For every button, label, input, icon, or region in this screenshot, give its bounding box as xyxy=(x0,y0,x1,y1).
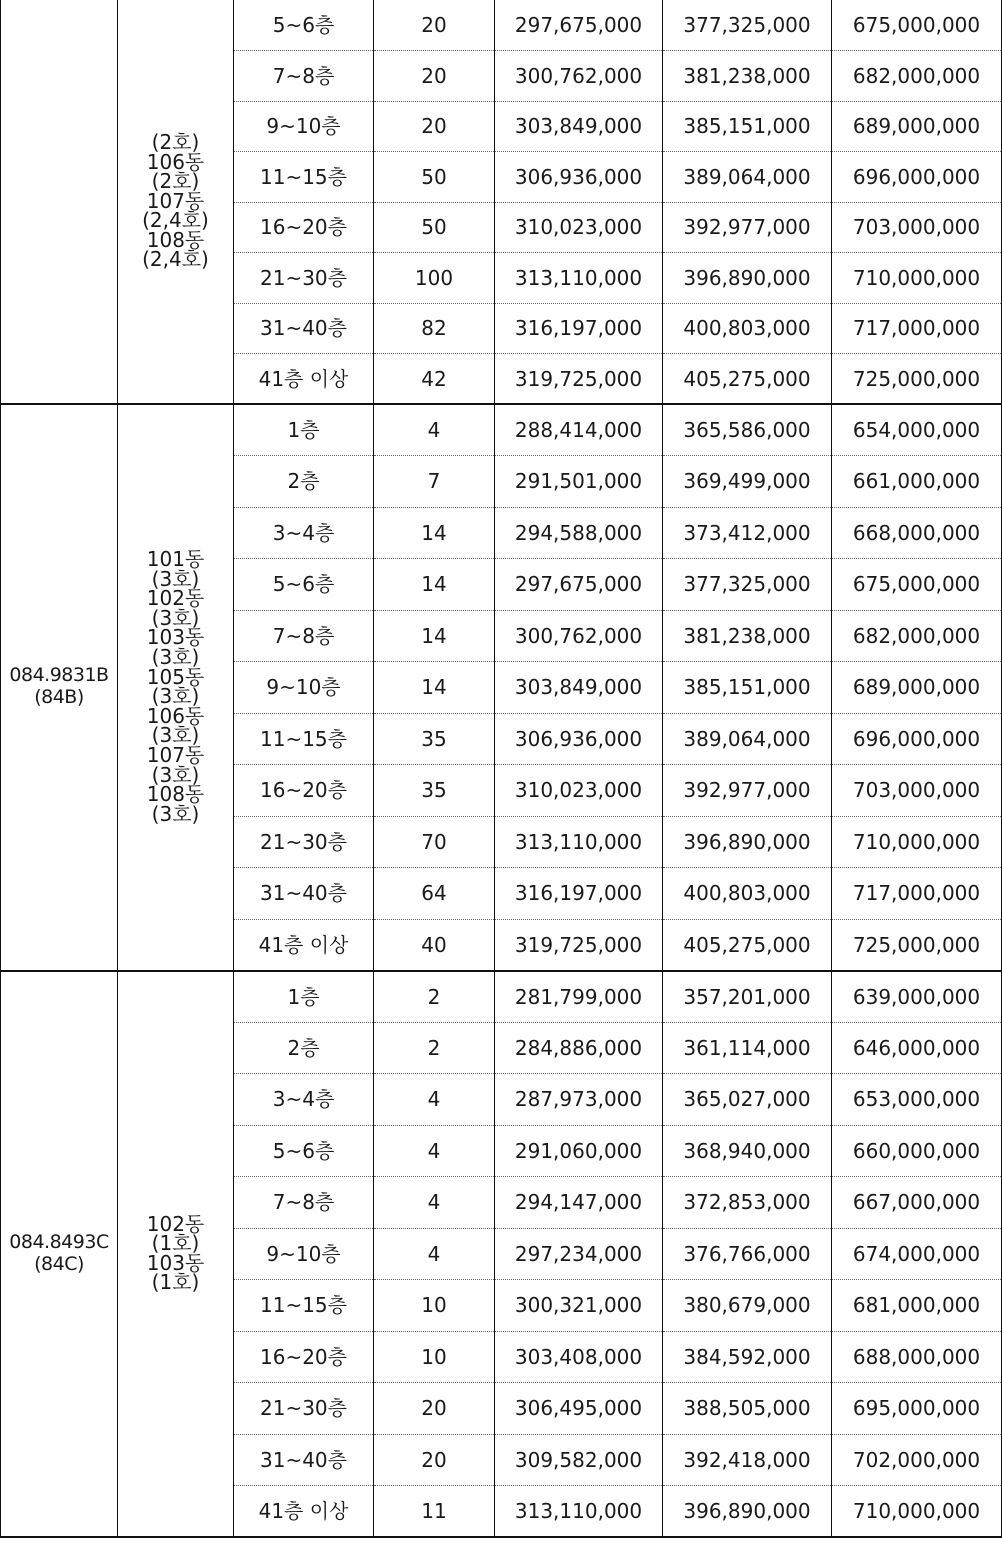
unit-count-cell: 10 xyxy=(374,1280,495,1332)
land-price-cell: 319,725,000 xyxy=(495,919,663,971)
floor-cell: 5~6층 xyxy=(234,0,374,51)
total-price-cell: 661,000,000 xyxy=(832,456,1002,508)
total-price-cell: 675,000,000 xyxy=(832,559,1002,611)
building-dong-line: 108동 xyxy=(146,782,205,807)
total-price-cell: 654,000,000 xyxy=(832,404,1002,456)
unit-type-line: (84C) xyxy=(34,1252,84,1275)
floor-cell: 3~4층 xyxy=(234,1074,374,1126)
total-price-cell: 710,000,000 xyxy=(832,1486,1002,1538)
floor-cell: 7~8층 xyxy=(234,610,374,662)
floor-cell: 41층 이상 xyxy=(234,354,374,405)
building-dong-line: (1호) xyxy=(151,1270,200,1295)
floor-cell: 11~15층 xyxy=(234,152,374,203)
unit-count-cell: 14 xyxy=(374,610,495,662)
floor-cell: 2층 xyxy=(234,1022,374,1074)
total-price-cell: 695,000,000 xyxy=(832,1383,1002,1435)
floor-cell: 7~8층 xyxy=(234,51,374,102)
building-price-cell: 376,766,000 xyxy=(663,1228,832,1280)
total-price-cell: 689,000,000 xyxy=(832,662,1002,714)
building-dong-line: (3호) xyxy=(151,645,200,670)
floor-cell: 31~40층 xyxy=(234,868,374,920)
building-dong-line: 105동 xyxy=(146,664,205,689)
land-price-cell: 313,110,000 xyxy=(495,253,663,304)
land-price-cell: 306,936,000 xyxy=(495,152,663,203)
floor-cell: 16~20층 xyxy=(234,1331,374,1383)
floor-cell: 21~30층 xyxy=(234,253,374,304)
unit-type-cell xyxy=(1,0,118,404)
floor-cell: 11~15층 xyxy=(234,713,374,765)
floor-cell: 1층 xyxy=(234,404,374,456)
building-price-cell: 372,853,000 xyxy=(663,1177,832,1229)
land-price-cell: 294,588,000 xyxy=(495,507,663,559)
unit-count-cell: 40 xyxy=(374,919,495,971)
floor-cell: 9~10층 xyxy=(234,662,374,714)
building-price-cell: 381,238,000 xyxy=(663,610,832,662)
unit-count-cell: 4 xyxy=(374,404,495,456)
unit-count-cell: 20 xyxy=(374,0,495,51)
building-dong-line: (2,4호) xyxy=(142,208,209,233)
building-price-cell: 389,064,000 xyxy=(663,713,832,765)
total-price-cell: 717,000,000 xyxy=(832,868,1002,920)
building-dong-line: 103동 xyxy=(146,625,205,650)
building-price-cell: 392,977,000 xyxy=(663,202,832,253)
land-price-cell: 303,408,000 xyxy=(495,1331,663,1383)
land-price-cell: 300,762,000 xyxy=(495,51,663,102)
building-dong-line: (2,4호) xyxy=(142,247,209,272)
table-row xyxy=(1,404,1002,456)
building-dong-line: (3호) xyxy=(151,762,200,787)
building-price-cell: 388,505,000 xyxy=(663,1383,832,1435)
land-price-cell: 300,321,000 xyxy=(495,1280,663,1332)
building-price-cell: 396,890,000 xyxy=(663,253,832,304)
land-price-cell: 303,849,000 xyxy=(495,662,663,714)
floor-cell: 1층 xyxy=(234,971,374,1023)
unit-count-cell: 2 xyxy=(374,1022,495,1074)
building-dong-line: 106동 xyxy=(146,149,205,174)
total-price-cell: 646,000,000 xyxy=(832,1022,1002,1074)
unit-count-cell: 14 xyxy=(374,662,495,714)
land-price-cell: 319,725,000 xyxy=(495,354,663,405)
floor-cell: 2층 xyxy=(234,456,374,508)
unit-count-cell: 4 xyxy=(374,1228,495,1280)
building-price-cell: 357,201,000 xyxy=(663,971,832,1023)
unit-count-cell: 2 xyxy=(374,971,495,1023)
floor-cell: 41층 이상 xyxy=(234,919,374,971)
building-price-cell: 365,027,000 xyxy=(663,1074,832,1126)
building-price-cell: 384,592,000 xyxy=(663,1331,832,1383)
building-dong-line: (2호) xyxy=(151,129,200,154)
land-price-cell: 297,675,000 xyxy=(495,0,663,51)
building-price-cell: 396,890,000 xyxy=(663,1486,832,1538)
total-price-cell: 639,000,000 xyxy=(832,971,1002,1023)
unit-count-cell: 4 xyxy=(374,1125,495,1177)
unit-count-cell: 70 xyxy=(374,816,495,868)
building-dong-line: (3호) xyxy=(151,684,200,709)
total-price-cell: 688,000,000 xyxy=(832,1331,1002,1383)
unit-count-cell: 20 xyxy=(374,101,495,152)
unit-count-cell: 14 xyxy=(374,559,495,611)
land-price-cell: 310,023,000 xyxy=(495,202,663,253)
building-dong-cell xyxy=(118,404,234,971)
building-dong-line: 107동 xyxy=(146,743,205,768)
building-dong-line: (1호) xyxy=(151,1231,200,1256)
unit-count-cell: 50 xyxy=(374,202,495,253)
building-price-cell: 369,499,000 xyxy=(663,456,832,508)
building-dong-cell xyxy=(118,0,234,404)
total-price-cell: 725,000,000 xyxy=(832,919,1002,971)
total-price-cell: 696,000,000 xyxy=(832,713,1002,765)
unit-count-cell: 11 xyxy=(374,1486,495,1538)
building-dong-line: (3호) xyxy=(151,566,200,591)
building-dong-line: 102동 xyxy=(146,586,205,611)
building-price-cell: 389,064,000 xyxy=(663,152,832,203)
unit-count-cell: 4 xyxy=(374,1177,495,1229)
building-price-cell: 405,275,000 xyxy=(663,919,832,971)
land-price-cell: 316,197,000 xyxy=(495,868,663,920)
unit-count-cell: 14 xyxy=(374,507,495,559)
land-price-cell: 291,501,000 xyxy=(495,456,663,508)
land-price-cell: 297,234,000 xyxy=(495,1228,663,1280)
building-dong-line: (3호) xyxy=(151,723,200,748)
total-price-cell: 681,000,000 xyxy=(832,1280,1002,1332)
total-price-cell: 682,000,000 xyxy=(832,51,1002,102)
unit-count-cell: 64 xyxy=(374,868,495,920)
total-price-cell: 653,000,000 xyxy=(832,1074,1002,1126)
unit-type-cell xyxy=(1,971,118,1538)
land-price-cell: 294,147,000 xyxy=(495,1177,663,1229)
total-price-cell: 710,000,000 xyxy=(832,816,1002,868)
total-price-cell: 710,000,000 xyxy=(832,253,1002,304)
table-row xyxy=(1,0,1002,51)
floor-cell: 31~40층 xyxy=(234,1434,374,1486)
building-price-cell: 381,238,000 xyxy=(663,51,832,102)
land-price-cell: 309,582,000 xyxy=(495,1434,663,1486)
land-price-cell: 291,060,000 xyxy=(495,1125,663,1177)
building-dong-line: 107동 xyxy=(146,188,205,213)
building-price-cell: 377,325,000 xyxy=(663,0,832,51)
table-body xyxy=(1,0,1002,1537)
total-price-cell: 689,000,000 xyxy=(832,101,1002,152)
unit-count-cell: 50 xyxy=(374,152,495,203)
unit-count-cell: 35 xyxy=(374,713,495,765)
total-price-cell: 675,000,000 xyxy=(832,0,1002,51)
floor-cell: 41층 이상 xyxy=(234,1486,374,1538)
total-price-cell: 696,000,000 xyxy=(832,152,1002,203)
unit-count-cell: 20 xyxy=(374,51,495,102)
land-price-cell: 297,675,000 xyxy=(495,559,663,611)
floor-cell: 9~10층 xyxy=(234,101,374,152)
land-price-cell: 284,886,000 xyxy=(495,1022,663,1074)
floor-cell: 3~4층 xyxy=(234,507,374,559)
land-price-cell: 303,849,000 xyxy=(495,101,663,152)
building-price-cell: 377,325,000 xyxy=(663,559,832,611)
total-price-cell: 703,000,000 xyxy=(832,202,1002,253)
total-price-cell: 703,000,000 xyxy=(832,765,1002,817)
total-price-cell: 682,000,000 xyxy=(832,610,1002,662)
building-price-cell: 400,803,000 xyxy=(663,303,832,354)
total-price-cell: 674,000,000 xyxy=(832,1228,1002,1280)
floor-cell: 16~20층 xyxy=(234,765,374,817)
total-price-cell: 668,000,000 xyxy=(832,507,1002,559)
unit-count-cell: 20 xyxy=(374,1434,495,1486)
unit-count-cell: 100 xyxy=(374,253,495,304)
building-dong-line: 102동 xyxy=(146,1211,205,1236)
floor-cell: 7~8층 xyxy=(234,1177,374,1229)
building-price-cell: 368,940,000 xyxy=(663,1125,832,1177)
land-price-cell: 306,936,000 xyxy=(495,713,663,765)
land-price-cell: 288,414,000 xyxy=(495,404,663,456)
unit-type-line: 084.9831B xyxy=(9,664,109,687)
building-price-cell: 380,679,000 xyxy=(663,1280,832,1332)
floor-cell: 21~30층 xyxy=(234,816,374,868)
land-price-cell: 313,110,000 xyxy=(495,1486,663,1538)
land-price-cell: 316,197,000 xyxy=(495,303,663,354)
building-price-cell: 385,151,000 xyxy=(663,101,832,152)
building-price-cell: 405,275,000 xyxy=(663,354,832,405)
unit-count-cell: 7 xyxy=(374,456,495,508)
unit-type-line: (84B) xyxy=(34,686,84,709)
building-dong-line: (3호) xyxy=(151,605,200,630)
unit-count-cell: 20 xyxy=(374,1383,495,1435)
floor-cell: 5~6층 xyxy=(234,1125,374,1177)
unit-count-cell: 82 xyxy=(374,303,495,354)
total-price-cell: 660,000,000 xyxy=(832,1125,1002,1177)
building-price-cell: 392,418,000 xyxy=(663,1434,832,1486)
building-dong-line: 101동 xyxy=(146,547,205,572)
floor-cell: 16~20층 xyxy=(234,202,374,253)
table-row xyxy=(1,971,1002,1023)
floor-cell: 31~40층 xyxy=(234,303,374,354)
total-price-cell: 667,000,000 xyxy=(832,1177,1002,1229)
unit-type-line: 084.8493C xyxy=(9,1230,109,1253)
unit-count-cell: 35 xyxy=(374,765,495,817)
floor-cell: 9~10층 xyxy=(234,1228,374,1280)
building-price-cell: 396,890,000 xyxy=(663,816,832,868)
building-price-cell: 365,586,000 xyxy=(663,404,832,456)
building-dong-line: (3호) xyxy=(151,801,200,826)
total-price-cell: 717,000,000 xyxy=(832,303,1002,354)
unit-type-cell xyxy=(1,404,118,971)
land-price-cell: 281,799,000 xyxy=(495,971,663,1023)
unit-count-cell: 42 xyxy=(374,354,495,405)
building-dong-line: (2호) xyxy=(151,169,200,194)
total-price-cell: 725,000,000 xyxy=(832,354,1002,405)
total-price-cell: 702,000,000 xyxy=(832,1434,1002,1486)
building-price-cell: 400,803,000 xyxy=(663,868,832,920)
unit-count-cell: 10 xyxy=(374,1331,495,1383)
building-price-cell: 361,114,000 xyxy=(663,1022,832,1074)
building-dong-cell xyxy=(118,971,234,1538)
building-price-cell: 373,412,000 xyxy=(663,507,832,559)
unit-count-cell: 4 xyxy=(374,1074,495,1126)
land-price-cell: 300,762,000 xyxy=(495,610,663,662)
land-price-cell: 287,973,000 xyxy=(495,1074,663,1126)
building-price-cell: 392,977,000 xyxy=(663,765,832,817)
building-dong-line: 103동 xyxy=(146,1250,205,1275)
land-price-cell: 306,495,000 xyxy=(495,1383,663,1435)
land-price-cell: 313,110,000 xyxy=(495,816,663,868)
building-price-cell: 385,151,000 xyxy=(663,662,832,714)
building-dong-line: 108동 xyxy=(146,227,205,252)
floor-cell: 5~6층 xyxy=(234,559,374,611)
land-price-cell: 310,023,000 xyxy=(495,765,663,817)
building-dong-line: 106동 xyxy=(146,703,205,728)
floor-cell: 11~15층 xyxy=(234,1280,374,1332)
floor-cell: 21~30층 xyxy=(234,1383,374,1435)
